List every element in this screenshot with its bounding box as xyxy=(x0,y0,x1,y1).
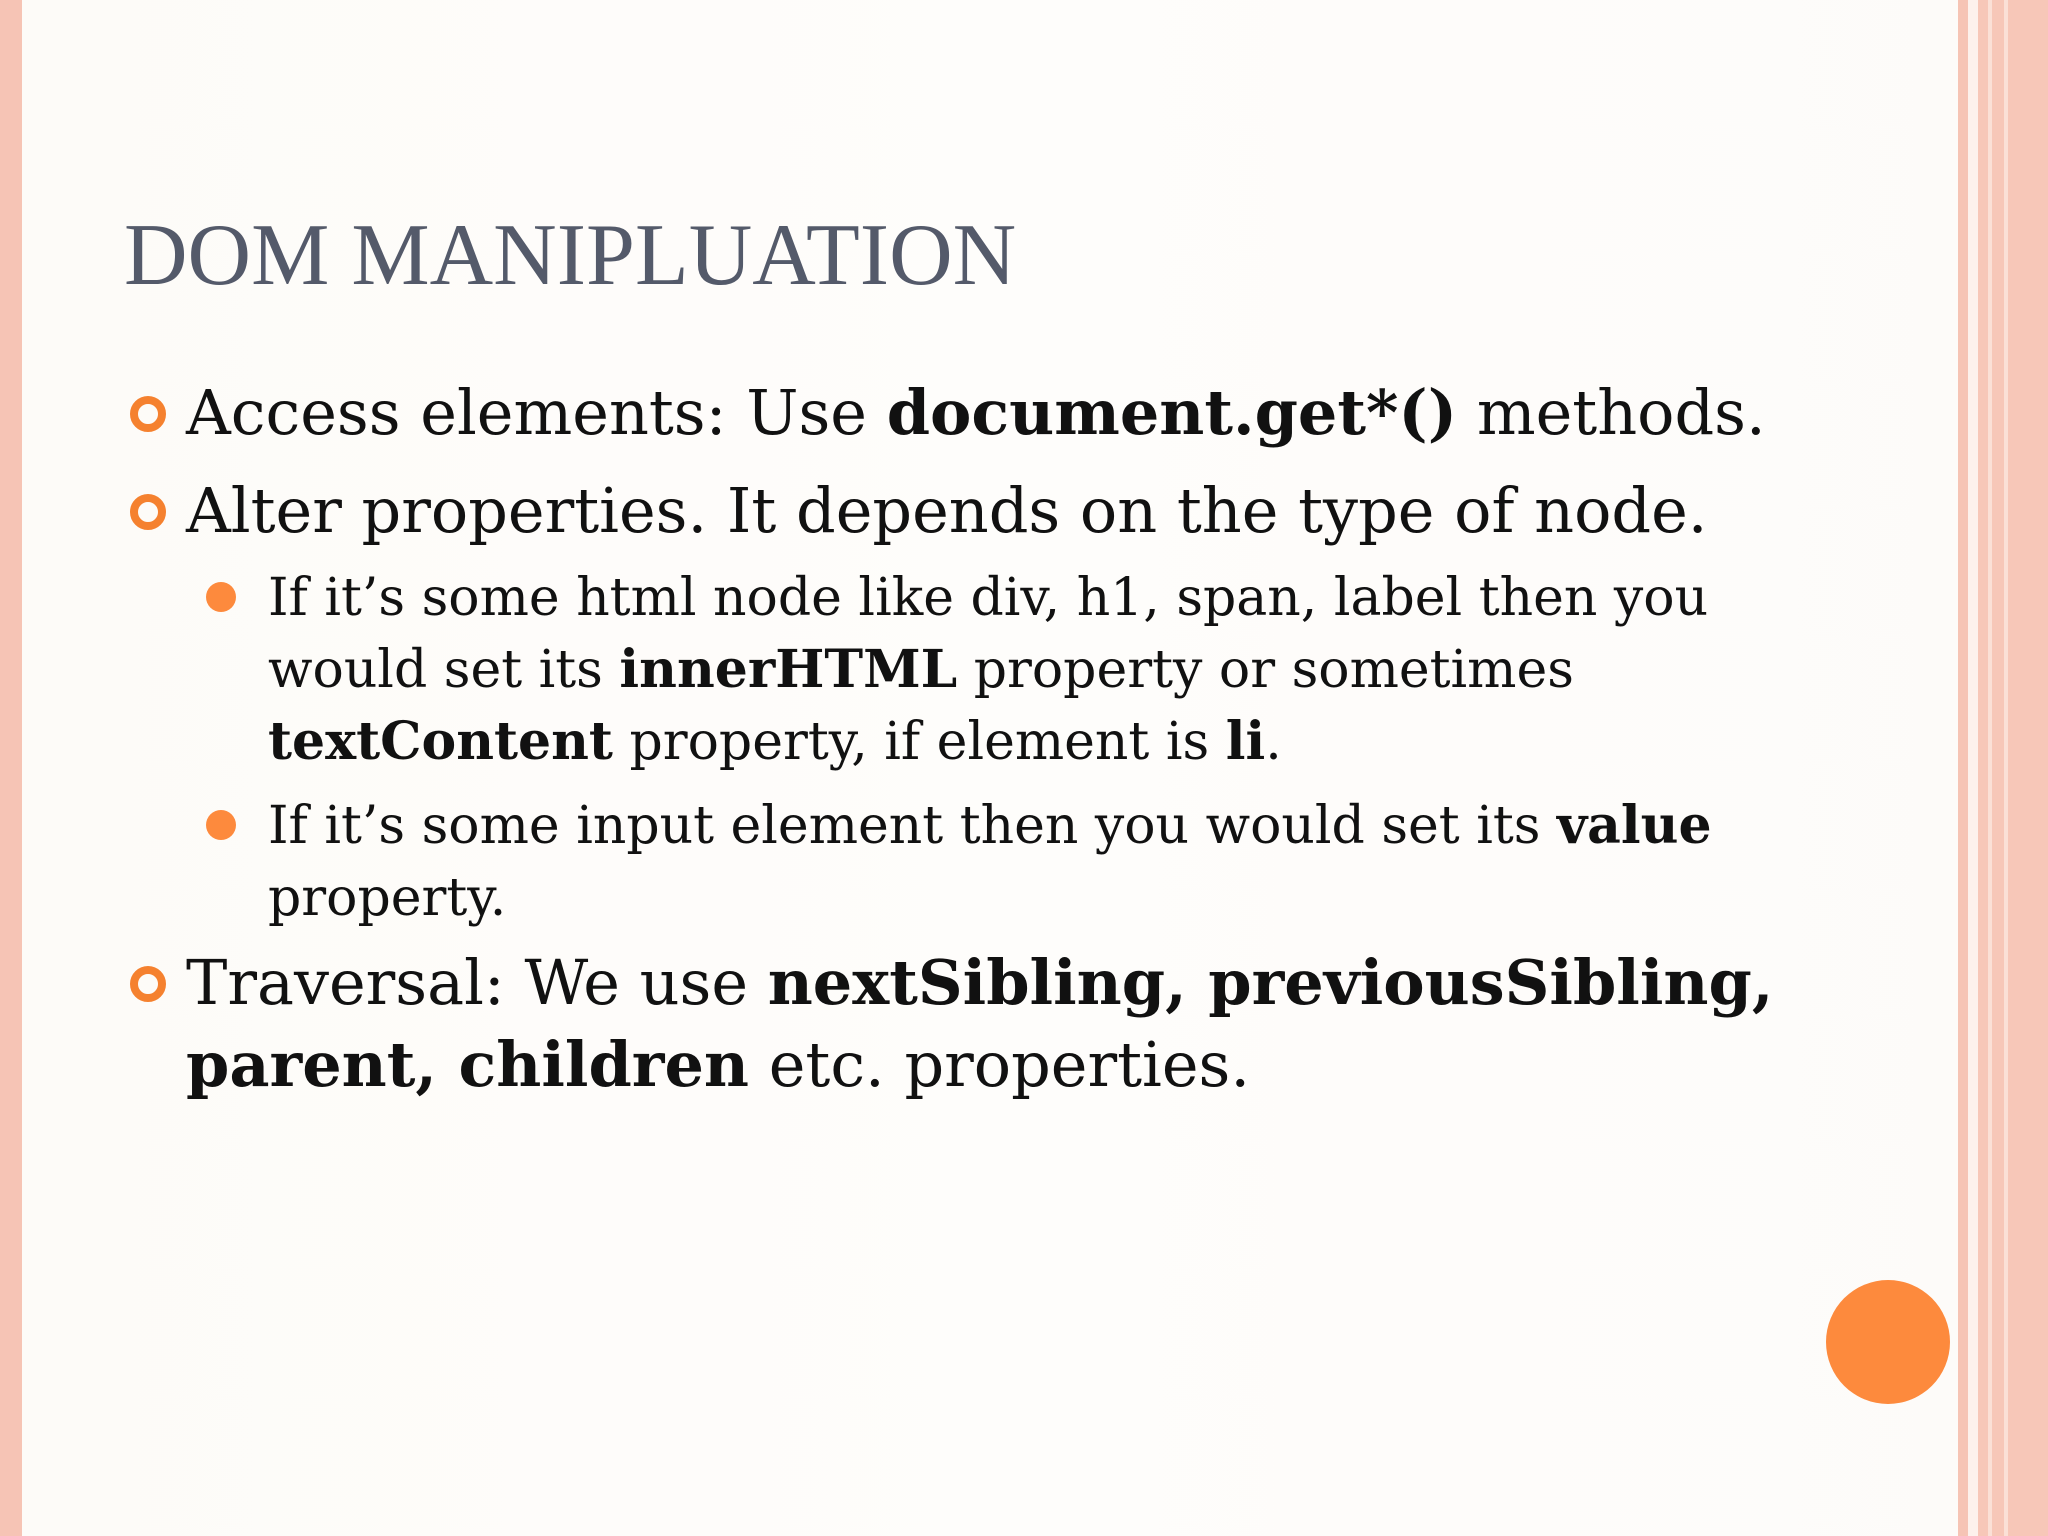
right-border-line xyxy=(1988,0,1992,1536)
bullet-text: methods. xyxy=(1457,376,1766,449)
sub-bullet-text: If it’s some html node like div, h1, span, label then you would set its xyxy=(268,568,1709,700)
left-border-stripe xyxy=(0,0,22,1536)
right-border-stripe xyxy=(1958,0,1968,1536)
bullet-text: Access elements: Use xyxy=(186,376,887,449)
sub-bullet-text: If it’s some input element then you would set its xyxy=(268,796,1557,856)
sub-bullet-text: property or sometimes xyxy=(957,640,1574,700)
sub-bullet-text: property. xyxy=(268,868,507,928)
sub-bullet-text: property, if element is xyxy=(612,712,1226,772)
ring-bullet-icon xyxy=(130,494,166,530)
right-border-line xyxy=(2004,0,2008,1536)
bullet-bold-text: document.get*() xyxy=(886,376,1458,449)
sub-bullet-bold-text: innerHTML xyxy=(619,639,958,700)
sub-bullet-input-element xyxy=(124,790,1824,934)
right-border-gap xyxy=(1968,0,1978,1536)
bullet-alter-properties xyxy=(124,470,1824,552)
sub-bullet-text: . xyxy=(1265,712,1282,772)
bullet-traversal xyxy=(124,942,1824,1106)
dot-bullet-icon xyxy=(206,582,236,612)
orange-circle-decoration xyxy=(1826,1280,1950,1404)
slide-title: DOM MANIPLUATION xyxy=(124,207,1017,304)
sub-bullet-bold-text: value xyxy=(1556,795,1712,856)
sub-bullet-bold-text: li xyxy=(1225,711,1266,772)
sub-bullet-bold-text: textContent xyxy=(268,711,613,772)
bullet-access-elements xyxy=(124,372,1824,454)
dot-bullet-icon xyxy=(206,810,236,840)
bullet-text: Alter properties. It depends on the type of node. xyxy=(186,474,1708,547)
bullet-text: etc. properties. xyxy=(749,1028,1251,1101)
ring-bullet-icon xyxy=(130,396,166,432)
slide-content xyxy=(124,372,1824,1106)
ring-bullet-icon xyxy=(130,966,166,1002)
sub-bullet-html-node xyxy=(124,562,1824,778)
bullet-text: Traversal: We use xyxy=(186,946,768,1019)
bullet-bold-text: nextSibling, previousSibling, parent, children xyxy=(186,946,1774,1101)
